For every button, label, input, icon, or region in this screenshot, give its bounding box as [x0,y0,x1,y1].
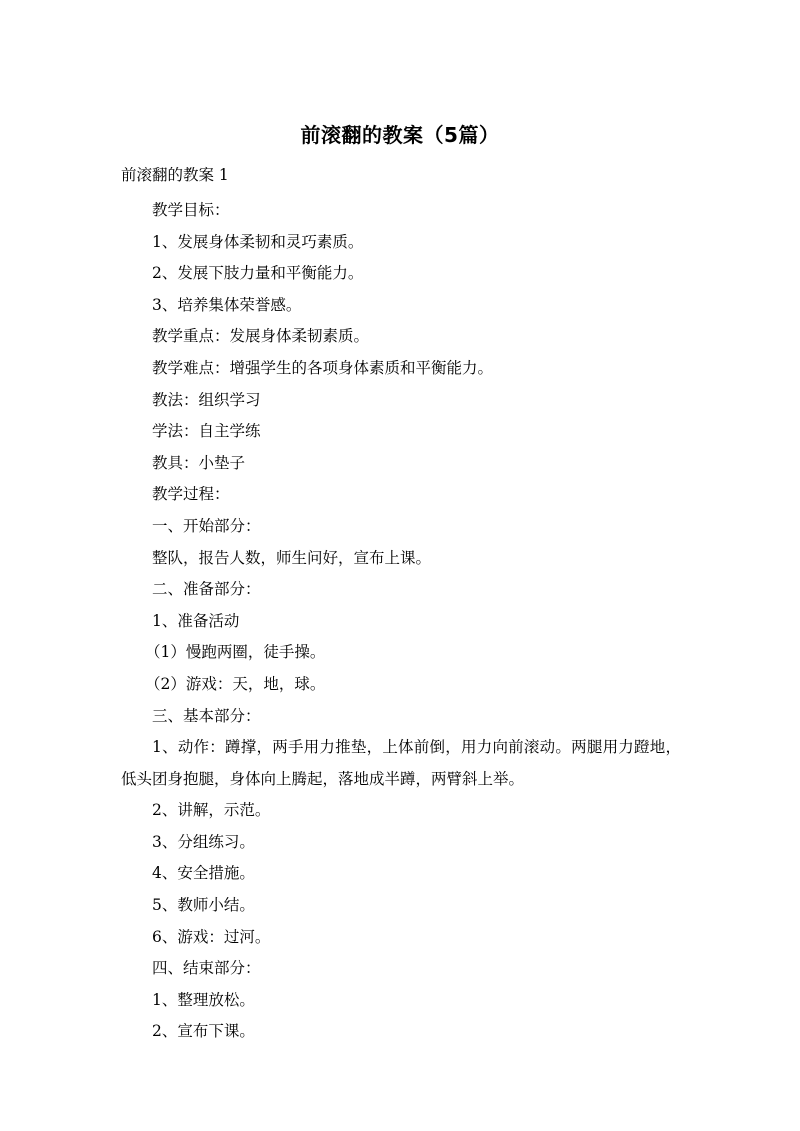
body-line: 教学目标： [152,201,230,219]
body-paragraph: 1、动作：蹲撑，两手用力推垫，上体前倒，用力向前滚动。两腿用力蹬地，低头团身抱腿，身体向上腾起，落地成半蹲，两臂斜上举。 [121,738,681,788]
document-title: 前滚翻的教案（5篇） [300,123,500,147]
body-line: 5、教师小结。 [152,896,255,915]
body-line: 整队，报告人数，师生问好，宣布上课。 [152,548,432,567]
body-line: 教学重点：发展身体柔韧素质。 [152,327,370,346]
body-line: 三、基本部分： [152,706,261,725]
body-line: 1、整理放松。 [152,990,255,1009]
body-line: 学法：自主学练 [152,422,261,441]
document-body [121,195,681,1048]
body-line: （2）游戏：天，地，球。 [145,674,326,693]
body-line: 教学难点：增强学生的各项身体素质和平衡能力。 [152,358,494,377]
body-line: 2、讲解，示范。 [152,801,271,820]
body-line: 教具：小垫子 [152,453,246,472]
body-line: 1、准备活动 [152,611,240,630]
body-line: 3、培养集体荣誉感。 [152,295,302,314]
body-line: 二、准备部分： [152,580,261,599]
section-title: 前滚翻的教案 1 [121,166,229,184]
body-line: 1、发展身体柔韧和灵巧素质。 [152,232,364,251]
body-line: 6、游戏：过河。 [152,927,271,946]
body-line: 教学过程： [152,485,230,504]
body-line: 2、宣布下课。 [152,1022,255,1041]
body-line: 2、发展下肢力量和平衡能力。 [152,264,364,283]
body-line: 3、分组练习。 [152,832,255,851]
body-line: 4、安全措施。 [152,864,255,883]
body-line: （1）慢跑两圈，徒手操。 [145,643,326,662]
body-line: 一、开始部分： [152,516,261,535]
body-line: 教法：组织学习 [152,390,261,409]
body-line: 四、结束部分： [152,959,261,978]
